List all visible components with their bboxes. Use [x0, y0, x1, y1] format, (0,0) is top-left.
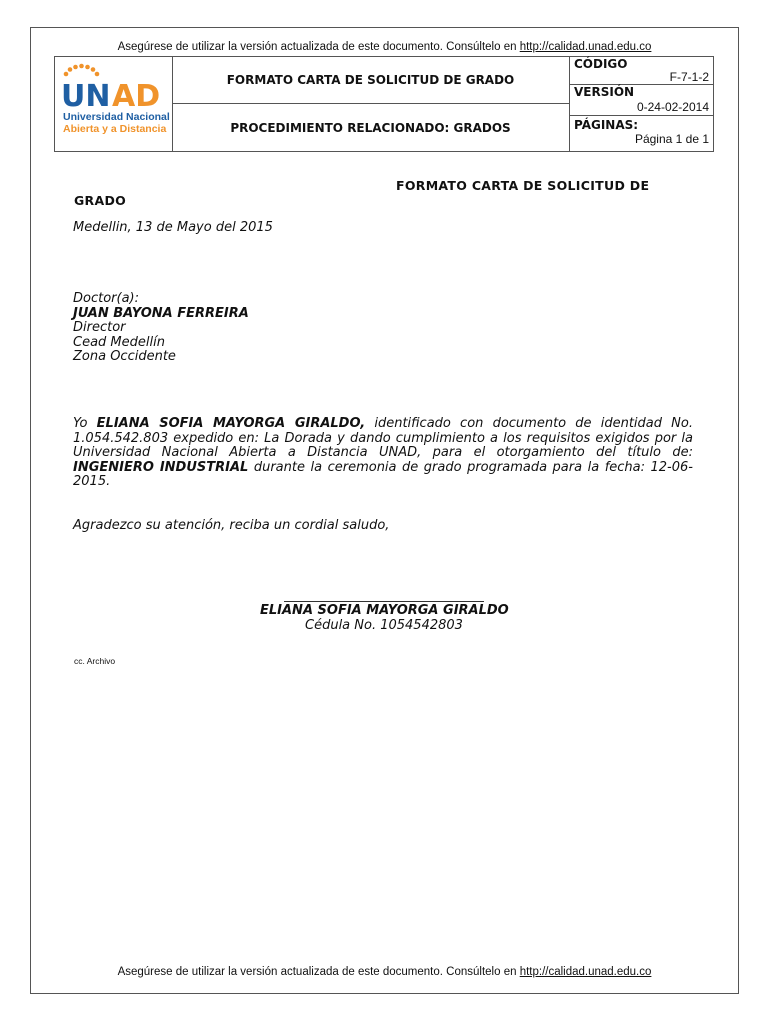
letter-heading-line1: FORMATO CARTA DE SOLICITUD DE [396, 178, 650, 193]
signature-line [284, 601, 484, 602]
paginas-label: PÁGINAS: [574, 118, 639, 132]
version-box [570, 85, 713, 116]
unad-logo-graphic-main [55, 57, 171, 150]
body-pre: Yo [73, 416, 97, 431]
signer-name: ELIANA SOFIA MAYORGA GIRALDO [260, 603, 509, 618]
logo-line2-main: Abierta y a Distancia [63, 123, 167, 135]
top-notice [30, 41, 739, 53]
header-title: FORMATO CARTA DE SOLICITUD DE GRADO [226, 73, 515, 87]
signer-id: Cédula No. 1054542803 [305, 618, 463, 633]
recipient-zone: Zona Occidente [73, 349, 176, 364]
logo-area [55, 57, 173, 151]
logo-brand-un: UN [61, 79, 111, 114]
codigo-value-main: F-7-1-2 [669, 70, 709, 84]
version-label: VERSIÓN [574, 85, 635, 99]
notice-text: Asegúrese de utilizar la versión actualizada de este documento. Consúltelo en [117, 41, 520, 53]
logo-line1-main: Universidad Nacional [63, 111, 170, 123]
recipient-name: JUAN BAYONA FERREIRA [73, 305, 249, 321]
recipient-block [73, 292, 249, 365]
recipient-place: Cead Medellín [73, 334, 165, 350]
page-frame [30, 27, 739, 994]
notice-link[interactable]: http://calidad.unad.edu.co [519, 41, 652, 53]
codigo-label-main: CÓDIGO [574, 57, 628, 71]
cc-note: cc. Archivo [74, 656, 116, 666]
body-degree: INGENIERO INDUSTRIAL [73, 459, 249, 475]
body-name: ELIANA SOFIA MAYORGA GIRALDO, [96, 416, 366, 431]
body-mid: identificado con documento de identidad No. 1.054.542.803 expedido en: La Dorada y dando cumplimiento a los requisitos exigidos por la Universidad Nacional Abierta a Distancia UNAD, para el otorgamiento del título de: [73, 416, 693, 460]
title-area [172, 57, 570, 104]
body-post: durante la ceremonia de grado programada para la fecha: 12-06-2015. [73, 459, 693, 489]
header-box [54, 56, 714, 152]
header-procedure: PROCEDIMIENTO RELACIONADO: GRADOS [230, 120, 511, 135]
codigo-box [570, 57, 713, 85]
recipient-title: Director [73, 320, 126, 335]
closing: Agradezco su atención, reciba un cordial saludo, [73, 518, 390, 533]
letter-date: Medellin, 13 de Mayo del 2015 [73, 220, 273, 235]
procedure-area [172, 104, 570, 151]
bottom-notice [30, 966, 739, 978]
version-value: 0-24-02-2014 [636, 100, 709, 114]
logo-brand-ad-main: AD [112, 79, 161, 114]
paginas-value: Página 1 de 1 [634, 132, 709, 146]
paginas-box [570, 116, 713, 151]
logo-dots-main [64, 64, 100, 77]
letter-body [73, 417, 693, 490]
letter-heading-line2: GRADO [74, 193, 127, 208]
salutation: Doctor(a): [73, 291, 139, 306]
notice-link-bottom[interactable]: http://calidad.unad.edu.co [519, 966, 652, 978]
notice-text-bottom: Asegúrese de utilizar la versión actualizada de este documento. Consúltelo en [117, 966, 520, 978]
